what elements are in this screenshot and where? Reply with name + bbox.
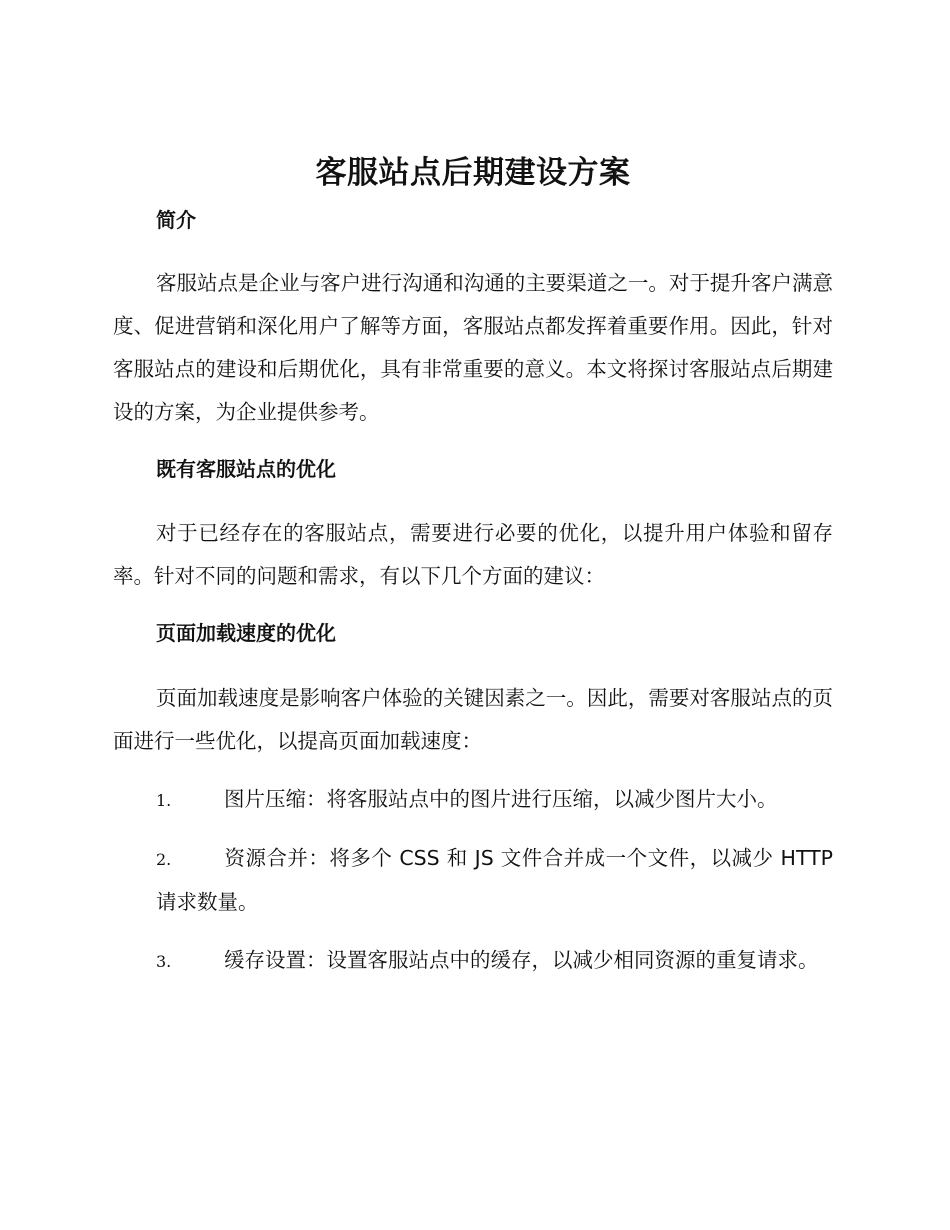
optimize-paragraph: 对于已经存在的客服站点，需要进行必要的优化，以提升用户体验和留存率。针对不同的问题和需求，有以下几个方面的建议： (113, 521, 833, 588)
list-item (113, 837, 833, 924)
document-title: 客服站点后期建设方案 (315, 155, 631, 191)
speed-paragraph: 页面加载速度是影响客户体验的关键因素之一。因此，需要对客服站点的页面进行一些优化，以提高页面加载速度： (113, 686, 833, 753)
list-number: 3. (156, 952, 172, 971)
section-heading-speed: 页面加载速度的优化 (156, 621, 336, 645)
section-heading-optimize: 既有客服站点的优化 (156, 457, 336, 481)
list-text: 缓存设置：设置客服站点中的缓存，以减少相同资源的重复请求。 (224, 948, 819, 972)
list-number: 2. (156, 850, 172, 869)
list-text: 图片压缩：将客服站点中的图片进行压缩，以减少图片大小。 (224, 787, 778, 811)
list-item (113, 778, 833, 822)
intro-paragraph: 客服站点是企业与客户进行沟通和沟通的主要渠道之一。对于提升客户满意度、促进营销和深化用户了解等方面，客服站点都发挥着重要作用。因此，针对客服站点的建设和后期优化，具有非常重要的意义。本文将探讨客服站点后期建设的方案，为企业提供参考。 (113, 271, 833, 424)
list-number: 1. (156, 791, 172, 810)
list-item (113, 939, 833, 983)
list-text: 资源合并：将多个 CSS 和 JS 文件合并成一个文件，以减少 HTTP 请求数量。 (156, 846, 833, 914)
document-page (113, 150, 833, 983)
section-heading-intro: 简介 (156, 208, 196, 232)
